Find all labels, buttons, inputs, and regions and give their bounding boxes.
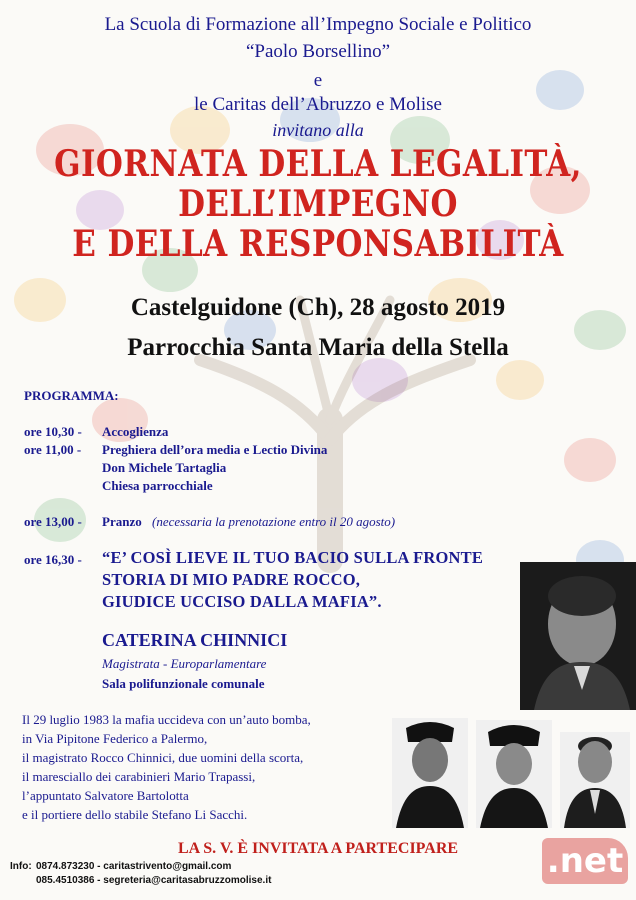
event-place-date: Castelguidone (Ch), 28 agosto 2019: [130, 294, 506, 321]
programme-time: ore 11,00 -: [24, 442, 82, 457]
victim-photo: [560, 732, 630, 828]
story-line: e il portiere dello stabile Stefano Li Sacchi.: [22, 807, 248, 822]
programme-note: (necessaria la prenotazione entro il 20 agosto): [152, 514, 396, 529]
story-line: Il 29 luglio 1983 la mafia uccideva con un’auto bomba,: [22, 712, 311, 727]
organizer-name: “Paolo Borsellino”: [245, 41, 391, 62]
programme-activity: Pranzo: [102, 514, 142, 529]
story-line: il maresciallo dei carabinieri Mario Trapassi,: [22, 769, 256, 784]
speaker-name: CATERINA CHINNICI: [102, 630, 288, 650]
info-label: Info:: [10, 861, 32, 872]
contact-line: 0874.873230 - caritastrivento@gmail.com: [36, 861, 232, 872]
victim-photo: [392, 718, 468, 828]
portrait-photo: [520, 562, 636, 710]
conjunction: e: [313, 70, 323, 91]
speaker-role: Magistrata - Europarlamentare: [102, 656, 267, 671]
event-title-line3: E DELLA RESPONSABILITÀ: [72, 223, 564, 265]
victim-photo: [476, 720, 552, 828]
programme-location: Chiesa parrocchiale: [102, 478, 213, 493]
talk-title-line: “E’ COSÌ LIEVE IL TUO BACIO SULLA FRONTE: [102, 548, 484, 567]
organizer-line: La Scuola di Formazione all’Impegno Sociale e Politico: [104, 14, 532, 35]
programme-celebrant: Don Michele Tartaglia: [102, 460, 227, 475]
programme-time: ore 16,30 -: [24, 552, 82, 567]
story-line: il magistrato Rocco Chinnici, due uomini della scorta,: [22, 750, 304, 765]
programme-heading: PROGRAMMA:: [24, 388, 119, 403]
story-line: l’appuntato Salvatore Bartolotta: [22, 788, 189, 803]
net-watermark-badge: .net: [542, 838, 628, 884]
programme-activity: Preghiera dell’ora media e Lectio Divina: [102, 442, 328, 457]
event-title-line1: GIORNATA DELLA LEGALITÀ,: [54, 143, 582, 185]
invite-lead: invitano alla: [272, 120, 364, 140]
talk-title-line: STORIA DI MIO PADRE ROCCO,: [102, 570, 361, 589]
co-organizer-line: le Caritas dell’Abruzzo e Molise: [194, 94, 442, 115]
invitation-callout: LA S. V. È INVITATA A PARTECIPARE: [177, 840, 459, 857]
contact-line: 085.4510386 - segreteria@caritasabruzzomolise.it: [36, 875, 272, 886]
programme-activity: Accoglienza: [102, 424, 169, 439]
story-line: in Via Pipitone Federico a Palermo,: [22, 731, 208, 746]
programme-time: ore 10,30 -: [24, 424, 82, 439]
talk-title-line: GIUDICE UCCISO DALLA MAFIA”.: [102, 592, 382, 611]
event-venue: Parrocchia Santa Maria della Stella: [127, 334, 509, 361]
speaker-location: Sala polifunzionale comunale: [102, 676, 265, 691]
event-title-line2: DELL’IMPEGNO: [178, 183, 458, 225]
programme-time: ore 13,00 -: [24, 514, 82, 529]
